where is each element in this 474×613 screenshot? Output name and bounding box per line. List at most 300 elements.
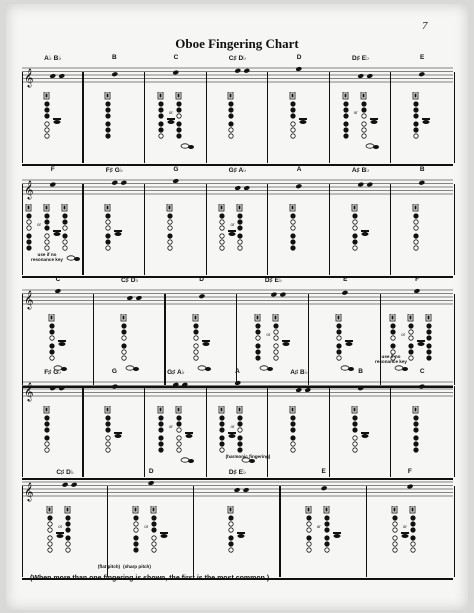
fingering-diagram: [411, 204, 433, 266]
closed-hole: [414, 128, 418, 132]
pinky-key: [283, 342, 290, 346]
note-name: C: [173, 54, 179, 61]
closed-hole: [361, 108, 365, 112]
low-key: [74, 257, 80, 261]
pinky-key: [115, 434, 122, 438]
fingering-cell: [145, 52, 207, 164]
closed-hole: [50, 330, 54, 334]
note-head: [243, 68, 250, 74]
closed-hole: [414, 422, 418, 426]
octave-key: [415, 94, 417, 98]
octave-key: [135, 508, 137, 512]
open-hole: [291, 122, 295, 126]
fingering-diagram: [131, 506, 171, 568]
note-head: [270, 292, 277, 298]
open-hole: [306, 522, 310, 526]
fingering-diagram: [103, 204, 125, 266]
note-head-group: [268, 62, 330, 84]
closed-hole: [134, 516, 138, 520]
note-head: [305, 387, 312, 393]
open-hole: [177, 436, 181, 440]
closed-hole: [122, 324, 126, 328]
open-hole: [306, 548, 310, 552]
side-key: [333, 532, 341, 534]
closed-hole: [220, 214, 224, 218]
open-hole: [63, 246, 67, 250]
octave-key: [107, 206, 109, 210]
open-hole: [291, 226, 295, 230]
octave-key: [230, 94, 232, 98]
side-key: [299, 118, 307, 120]
open-hole: [256, 336, 260, 340]
octave-key: [362, 94, 364, 98]
open-hole: [352, 442, 356, 446]
fingering-cell: [84, 366, 146, 478]
open-hole: [229, 528, 233, 532]
open-hole: [229, 548, 233, 552]
open-hole: [106, 220, 110, 224]
open-hole: [352, 448, 356, 452]
open-hole: [168, 246, 172, 250]
side-key: [401, 532, 409, 534]
side-key: [361, 432, 369, 434]
open-hole: [193, 350, 197, 354]
open-hole: [168, 220, 172, 224]
fingering-diagram: [288, 204, 310, 266]
open-hole: [177, 428, 181, 432]
note-head: [342, 290, 349, 296]
closed-hole: [159, 448, 163, 452]
open-hole: [229, 522, 233, 526]
closed-hole: [306, 536, 310, 540]
closed-hole: [27, 246, 31, 250]
fingering-cell: [330, 164, 392, 276]
closed-hole: [193, 324, 197, 328]
pinky-key: [167, 120, 174, 124]
open-hole: [352, 246, 356, 250]
or-label: or: [353, 110, 358, 115]
closed-hole: [393, 516, 397, 520]
closed-hole: [343, 128, 347, 132]
closed-hole: [106, 122, 110, 126]
note-head: [135, 295, 142, 301]
note-head: [120, 180, 127, 186]
closed-hole: [106, 102, 110, 106]
open-hole: [177, 114, 181, 118]
closed-hole: [409, 344, 413, 348]
closed-hole: [159, 428, 163, 432]
closed-hole: [391, 330, 395, 334]
fingering-cell: [84, 164, 146, 276]
open-hole: [45, 442, 49, 446]
open-hole: [106, 448, 110, 452]
fingering-cell: [145, 164, 207, 276]
octave-key: [392, 316, 394, 320]
note-head: [366, 182, 373, 188]
closed-hole: [122, 344, 126, 348]
fingering-cell: [391, 366, 453, 478]
or-label: or: [168, 110, 173, 115]
note-head: [126, 295, 133, 301]
note-head: [243, 185, 250, 191]
closed-hole: [352, 428, 356, 432]
note-head: [296, 387, 303, 393]
octave-key: [45, 94, 47, 98]
open-hole: [220, 246, 224, 250]
pinky-key: [115, 232, 122, 236]
note-name: C♯ D♭: [56, 469, 74, 476]
closed-hole: [63, 214, 67, 218]
note-name: F: [50, 166, 55, 173]
note-name: D♯ E♭: [264, 277, 282, 284]
closed-hole: [352, 240, 356, 244]
fingering-diagram: [350, 406, 372, 468]
open-hole: [291, 442, 295, 446]
closed-hole: [238, 416, 242, 420]
fingering-cell: [207, 164, 269, 276]
note-head-group: [194, 476, 280, 498]
octave-key: [153, 508, 155, 512]
closed-hole: [66, 528, 70, 532]
closed-hole: [152, 516, 156, 520]
open-hole: [122, 336, 126, 340]
note-head: [148, 480, 155, 486]
pinky-key: [238, 534, 245, 538]
closed-hole: [159, 108, 163, 112]
note-head: [71, 482, 78, 488]
open-hole: [152, 542, 156, 546]
closed-hole: [291, 114, 295, 118]
closed-hole: [414, 122, 418, 126]
closed-hole: [411, 516, 415, 520]
open-hole: [220, 226, 224, 230]
octave-key: [344, 94, 346, 98]
closed-hole: [45, 108, 49, 112]
or-label: or: [401, 332, 406, 337]
note-name: D: [148, 468, 154, 475]
closed-hole: [27, 234, 31, 238]
closed-hole: [274, 324, 278, 328]
closed-hole: [409, 350, 413, 354]
closed-hole: [238, 422, 242, 426]
fingering-diagram: [156, 92, 196, 154]
note-head-group: [207, 62, 269, 84]
note-head-group: [84, 174, 146, 196]
fingering-diagram: [217, 204, 257, 266]
open-hole: [48, 528, 52, 532]
closed-hole: [411, 536, 415, 540]
open-hole: [48, 548, 52, 552]
closed-hole: [229, 108, 233, 112]
pinky-key: [370, 120, 377, 124]
octave-key: [428, 316, 430, 320]
closed-hole: [427, 324, 431, 328]
fingering-caption: (harmonic fingering): [225, 454, 271, 459]
closed-hole: [414, 428, 418, 432]
note-head-group: [166, 284, 238, 306]
closed-hole: [66, 516, 70, 520]
closed-hole: [45, 416, 49, 420]
closed-hole: [352, 234, 356, 238]
treble-clef: 𝄞: [24, 180, 34, 199]
closed-hole: [177, 108, 181, 112]
pinky-key: [202, 342, 209, 346]
octave-key: [177, 94, 179, 98]
fingering-cell: [391, 164, 453, 276]
note-head: [296, 66, 303, 72]
fingering-cell: [194, 466, 280, 578]
note-name: C♯ D♭: [120, 277, 139, 284]
closed-hole: [106, 214, 110, 218]
octave-key: [338, 316, 340, 320]
fingering-diagram: [103, 406, 125, 468]
note-name: G♯ A♭: [228, 167, 247, 174]
open-hole: [63, 240, 67, 244]
note-head: [357, 385, 364, 391]
or-label: or: [58, 524, 63, 529]
note-head: [49, 73, 56, 79]
octave-key: [194, 316, 196, 320]
open-hole: [159, 134, 163, 138]
octave-key: [292, 94, 294, 98]
note-head: [234, 380, 241, 386]
closed-hole: [427, 344, 431, 348]
closed-hole: [427, 330, 431, 334]
octave-key: [353, 206, 355, 210]
closed-hole: [414, 214, 418, 218]
or-label: or: [230, 222, 235, 227]
octave-key: [410, 316, 412, 320]
closed-hole: [48, 516, 52, 520]
closed-hole: [220, 416, 224, 420]
fingering-caption: (flat pitch): [97, 564, 121, 569]
note-head-group: [108, 476, 194, 498]
open-hole: [414, 240, 418, 244]
open-hole: [393, 522, 397, 526]
side-key: [422, 118, 430, 120]
note-name: F: [407, 468, 412, 475]
closed-hole: [414, 234, 418, 238]
closed-hole: [391, 324, 395, 328]
open-hole: [45, 128, 49, 132]
closed-hole: [238, 234, 242, 238]
closed-hole: [159, 102, 163, 106]
closed-hole: [256, 324, 260, 328]
or-label: or: [37, 222, 42, 227]
open-hole: [66, 542, 70, 546]
low-key: [188, 459, 194, 463]
note-name: B: [111, 54, 117, 61]
octave-key: [292, 408, 294, 412]
note-head: [296, 183, 303, 189]
note-head-group: [268, 174, 330, 196]
note-head: [320, 485, 327, 491]
note-name: D: [199, 276, 204, 283]
fingering-diagram: [390, 506, 430, 568]
closed-hole: [159, 436, 163, 440]
closed-hole: [229, 536, 233, 540]
note-head: [111, 180, 118, 186]
note-name: E: [321, 468, 326, 475]
note-head: [49, 182, 56, 188]
closed-hole: [343, 134, 347, 138]
or-label: or: [266, 332, 271, 337]
open-hole: [48, 522, 52, 526]
closed-hole: [45, 226, 49, 230]
open-hole: [45, 246, 49, 250]
closed-hole: [63, 220, 67, 224]
closed-hole: [391, 344, 395, 348]
open-hole: [291, 448, 295, 452]
or-label: or: [168, 424, 173, 429]
open-hole: [168, 226, 172, 230]
closed-hole: [159, 416, 163, 420]
closed-hole: [50, 350, 54, 354]
or-label: or: [316, 524, 321, 529]
open-hole: [324, 548, 328, 552]
closed-hole: [414, 416, 418, 420]
closed-hole: [291, 240, 295, 244]
note-head-group: [84, 62, 146, 84]
chart-system: [22, 164, 453, 278]
fingering-diagram: [42, 92, 64, 154]
octave-key: [122, 316, 124, 320]
closed-hole: [324, 528, 328, 532]
closed-hole: [45, 214, 49, 218]
note-head: [172, 382, 179, 388]
fingering-cell: [22, 52, 84, 164]
open-hole: [274, 344, 278, 348]
closed-hole: [63, 234, 67, 238]
note-head-group: [22, 476, 108, 498]
fingering-cell: [268, 366, 330, 478]
or-label: or: [402, 524, 407, 529]
note-head-group: [22, 376, 84, 398]
fingering-diagram: [165, 204, 187, 266]
closed-hole: [106, 108, 110, 112]
closed-hole: [159, 114, 163, 118]
open-hole: [45, 448, 49, 452]
open-hole: [306, 528, 310, 532]
closed-hole: [324, 542, 328, 546]
octave-key: [307, 508, 309, 512]
closed-hole: [256, 344, 260, 348]
fingering-diagram: [411, 406, 433, 468]
chart-system: [22, 52, 453, 166]
open-hole: [409, 330, 413, 334]
page-title: Oboe Fingering Chart: [175, 36, 299, 51]
octave-key: [221, 206, 223, 210]
open-hole: [152, 536, 156, 540]
fingering-cell: [108, 466, 194, 578]
octave-key: [107, 408, 109, 412]
fingering-diagram: [288, 406, 310, 468]
note-head: [406, 484, 413, 490]
treble-clef: 𝄞: [24, 68, 34, 87]
fingering-cell: [268, 52, 330, 164]
open-hole: [45, 134, 49, 138]
pinky-key: [418, 342, 425, 346]
open-hole: [134, 528, 138, 532]
note-name: B: [358, 368, 363, 375]
closed-hole: [414, 436, 418, 440]
closed-hole: [159, 442, 163, 446]
note-head-group: [145, 376, 207, 398]
closed-hole: [177, 128, 181, 132]
note-head: [198, 293, 205, 299]
closed-hole: [177, 422, 181, 426]
open-hole: [337, 336, 341, 340]
pinky-key: [401, 534, 408, 538]
low-key: [188, 145, 194, 149]
open-hole: [48, 536, 52, 540]
fingering-cell: [330, 366, 392, 478]
open-hole: [27, 220, 31, 224]
open-hole: [361, 114, 365, 118]
note-head: [58, 73, 65, 79]
fingering-cell: [281, 466, 367, 578]
note-head: [366, 73, 373, 79]
open-hole: [291, 128, 295, 132]
note-head: [111, 71, 118, 77]
fingering-diagram: [350, 204, 372, 266]
closed-hole: [220, 428, 224, 432]
note-name: B: [419, 166, 425, 173]
side-key: [202, 340, 210, 342]
note-name: F: [415, 276, 420, 283]
fingering-cell: [268, 164, 330, 276]
closed-hole: [177, 102, 181, 106]
closed-hole: [106, 234, 110, 238]
side-key: [345, 340, 353, 342]
open-hole: [66, 548, 70, 552]
octave-key: [292, 206, 294, 210]
open-hole: [274, 356, 278, 360]
closed-hole: [134, 548, 138, 552]
side-key: [370, 118, 378, 120]
or-label: or: [144, 524, 149, 529]
open-hole: [45, 234, 49, 238]
closed-hole: [238, 220, 242, 224]
low-key: [67, 256, 75, 260]
side-key: [160, 532, 168, 534]
closed-hole: [291, 214, 295, 218]
closed-hole: [337, 324, 341, 328]
octave-key: [239, 206, 241, 210]
closed-hole: [177, 416, 181, 420]
side-key: [361, 230, 369, 232]
octave-key: [45, 408, 47, 412]
side-key: [237, 532, 245, 534]
note-name: C♯ D♭: [228, 55, 247, 62]
note-head: [234, 185, 241, 191]
octave-key: [159, 408, 161, 412]
closed-hole: [414, 102, 418, 106]
open-hole: [291, 134, 295, 138]
closed-hole: [324, 536, 328, 540]
note-head: [54, 288, 61, 294]
closed-hole: [229, 114, 233, 118]
note-name: E: [420, 54, 425, 61]
pinky-key: [53, 120, 60, 124]
closed-hole: [229, 102, 233, 106]
open-hole: [50, 356, 54, 360]
closed-hole: [291, 234, 295, 238]
note-head: [243, 487, 250, 493]
open-hole: [352, 226, 356, 230]
pinky-key: [423, 120, 430, 124]
closed-hole: [238, 436, 242, 440]
